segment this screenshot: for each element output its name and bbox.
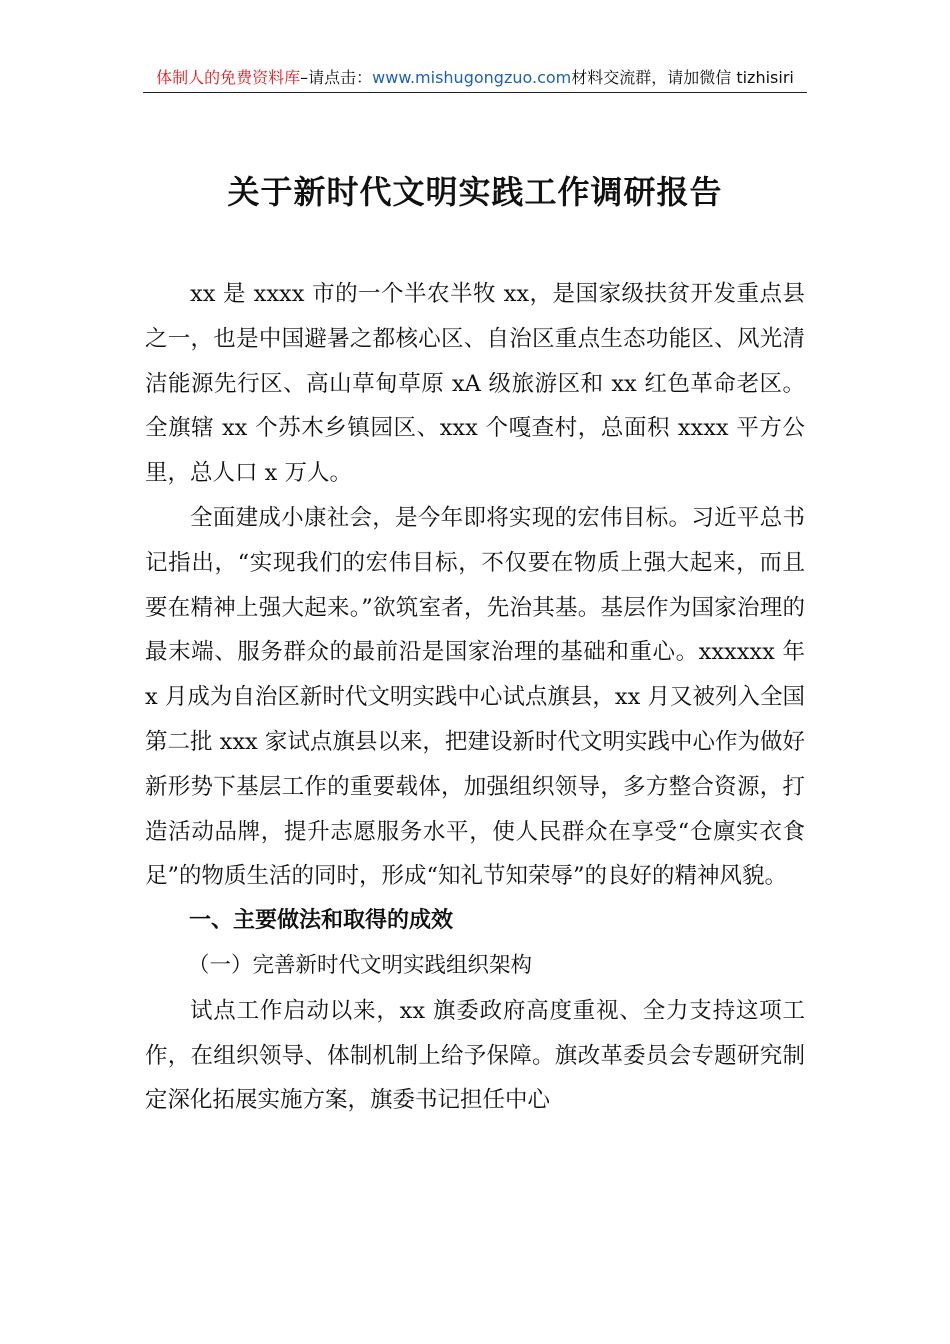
document-body [145,272,805,1123]
subsection-heading: （一）完善新时代文明实践组织架构 [188,952,533,978]
header-link[interactable]: www.mishugongzuo.com [372,68,572,87]
header-prompt: –请点击： [300,68,373,87]
document-title: 关于新时代文明实践工作调研报告 [227,173,723,211]
page-header [143,66,807,93]
paragraph-measures: 试点工作启动以来，xx 旗委政府高度重视、全力支持这项工作，在组织领导、体制机制上给予保障。旗改革委员会专题研究制定深化拓展实施方案，旗委书记担任中心 [145,997,805,1114]
header-brand: 体制人的免费资料库 [156,68,301,87]
section-heading: 一、主要做法和取得的成效 [189,908,454,934]
header-note: 材料交流群，请加微信 tizhisiri [571,68,794,87]
paragraph-background: 全面建成小康社会，是今年即将实现的宏伟目标。习近平总书记指出，“实现我们的宏伟目标，不仅要在物质上强大起来，而且要在精神上强大起来。”欲筑室者，先治其基。基层作为国家治理的最末端、服务群众的最前沿是国家治理的基础和重心。xxxxxx 年 x 月成为自治区新时代文明实践中心试点旗县，xx 月又被列入全国第二批 xxx 家试点旗县以来，把建设新时代文明实践中心作为做好新形势下基层工作的重要载体，加强组织领导，多方整合资源，打造活动品牌，提升志愿服务水平，使人民群众在享受“仓廪实衣食足”的物质生活的同时，形成“知礼节知荣辱”的良好的精神风貌。 [145,504,805,890]
paragraph-intro: xx 是 xxxx 市的一个半农半牧 xx，是国家级扶贫开发重点县之一，也是中国避暑之都核心区、自治区重点生态功能区、风光清洁能源先行区、高山草甸草原 xA 级旅游区和 xx 红色革命老区。全旗辖 xx 个苏木乡镇园区、xxx 个嘎查村，总面积 xxxx 平方公里，总人口 x 万人。 [145,281,805,487]
